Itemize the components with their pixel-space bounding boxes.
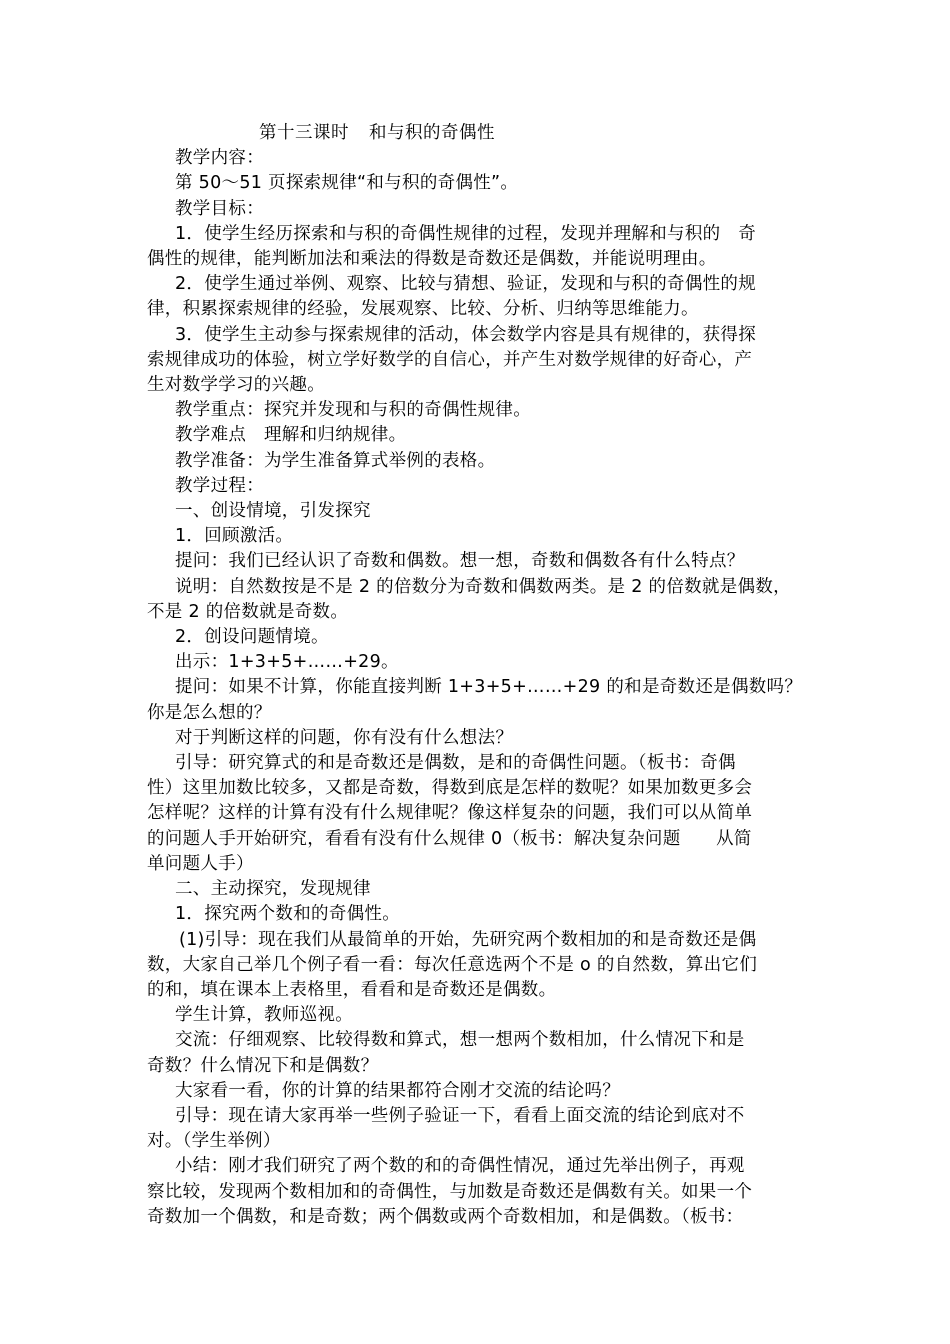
text-line: 1．使学生经历探索和与积的奇偶性规律的过程，发现并理解和与积的 奇 xyxy=(175,223,757,244)
text-line: 2．创设问题情境。 xyxy=(175,627,329,648)
text-line: 教学内容： xyxy=(175,148,264,169)
document-body xyxy=(147,121,815,1230)
text-line: (1)引导：现在我们从最简单的开始，先研究两个数相加的和是奇数还是偶 xyxy=(179,929,757,950)
text-line: 教学目标： xyxy=(175,198,264,219)
paragraph-lines xyxy=(147,146,815,1230)
text-line: 提问：如果不计算，你能直接判断 1+3+5+……+29 的和是奇数还是偶数吗？ xyxy=(175,677,803,698)
lesson-title xyxy=(147,121,815,146)
text-line: 1．回顾激活。 xyxy=(175,526,294,547)
text-line: 的问题人手开始研究，看看有没有什么规律 0（板书：解决复杂问题 从简 xyxy=(147,828,752,849)
text-line: 1．探究两个数和的奇偶性。 xyxy=(175,904,401,925)
text-line: 偶性的规律，能判断加法和乘法的得数是奇数还是偶数，并能说明理由。 xyxy=(147,249,717,270)
text-line: 对于判断这样的问题，你有没有什么想法？ xyxy=(175,727,514,748)
text-line: 说明：自然数按是不是 2 的倍数分为奇数和偶数两类。是 2 的倍数就是偶数， xyxy=(175,576,791,597)
lesson-number: 第十三课时 xyxy=(259,123,349,143)
text-line: 性）这里加数比较多，又都是奇数，得数到底是怎样的数呢？如果加数更多会 xyxy=(147,778,753,799)
text-line: 数，大家自己举几个例子看一看：每次任意选两个不是 o 的自然数，算出它们 xyxy=(147,954,758,975)
text-line: 3．使学生主动参与探索规律的活动，体会数学内容是具有规律的，获得探 xyxy=(175,324,757,345)
text-line: 教学重点：探究并发现和与积的奇偶性规律。 xyxy=(175,400,531,421)
text-line: 不是 2 的倍数就是奇数。 xyxy=(147,601,349,622)
text-line: 奇数？什么情况下和是偶数？ xyxy=(147,1055,379,1076)
text-line: 奇数加一个偶数，和是奇数；两个偶数或两个奇数相加，和是偶数。（板书： xyxy=(147,1206,744,1227)
text-line: 教学准备：为学生准备算式举例的表格。 xyxy=(175,450,496,471)
text-line: 二、主动探究，发现规律 xyxy=(175,879,371,900)
text-line: 的和，填在课本上表格里，看看和是奇数还是偶数。 xyxy=(147,979,557,1000)
text-line: 学生计算，教师巡视。 xyxy=(175,1005,353,1026)
text-line: 索规律成功的体验，树立学好数学的自信心，并产生对数学规律的好奇心，产 xyxy=(147,349,753,370)
text-line: 察比较，发现两个数相加和的奇偶性，与加数是奇数还是偶数有关。如果一个 xyxy=(147,1181,753,1202)
text-line: 大家看一看，你的计算的结果都符合刚才交流的结论吗？ xyxy=(175,1080,620,1101)
text-line: 出示：1+3+5+……+29。 xyxy=(175,652,399,673)
text-line: 第 50～51 页探索规律“和与积的奇偶性”。 xyxy=(175,173,519,194)
text-line: 你是怎么想的？ xyxy=(147,702,272,723)
lesson-topic: 和与积的奇偶性 xyxy=(369,123,495,143)
text-line: 单问题人手） xyxy=(147,853,254,874)
text-line: 2．使学生通过举例、观察、比较与猜想、验证，发现和与积的奇偶性的规 xyxy=(175,274,757,295)
text-line: 引导：现在请大家再举一些例子验证一下，看看上面交流的结论到底对不 xyxy=(175,1105,745,1126)
text-line: 教学难点 理解和归纳规律。 xyxy=(175,425,407,446)
text-line: 交流：仔细观察、比较得数和算式，想一想两个数相加，什么情况下和是 xyxy=(175,1030,745,1051)
text-line: 律，积累探索规律的经验，发展观察、比较、分析、归纳等思维能力。 xyxy=(147,299,699,320)
text-line: 对。（学生举例） xyxy=(147,1131,281,1152)
text-line: 提问：我们已经认识了奇数和偶数。想一想，奇数和偶数各有什么特点？ xyxy=(175,551,745,572)
text-line: 教学过程： xyxy=(175,475,264,496)
text-line: 一、创设情境，引发探究 xyxy=(175,501,371,522)
text-line: 怎样呢？这样的计算有没有什么规律呢？像这样复杂的问题，我们可以从简单 xyxy=(147,803,753,824)
text-line: 生对数学学习的兴趣。 xyxy=(147,375,325,396)
text-line: 小结：刚才我们研究了两个数的和的奇偶性情况，通过先举出例子，再观 xyxy=(175,1156,745,1177)
text-line: 引导：研究算式的和是奇数还是偶数，是和的奇偶性问题。（板书：奇偶 xyxy=(175,753,736,774)
